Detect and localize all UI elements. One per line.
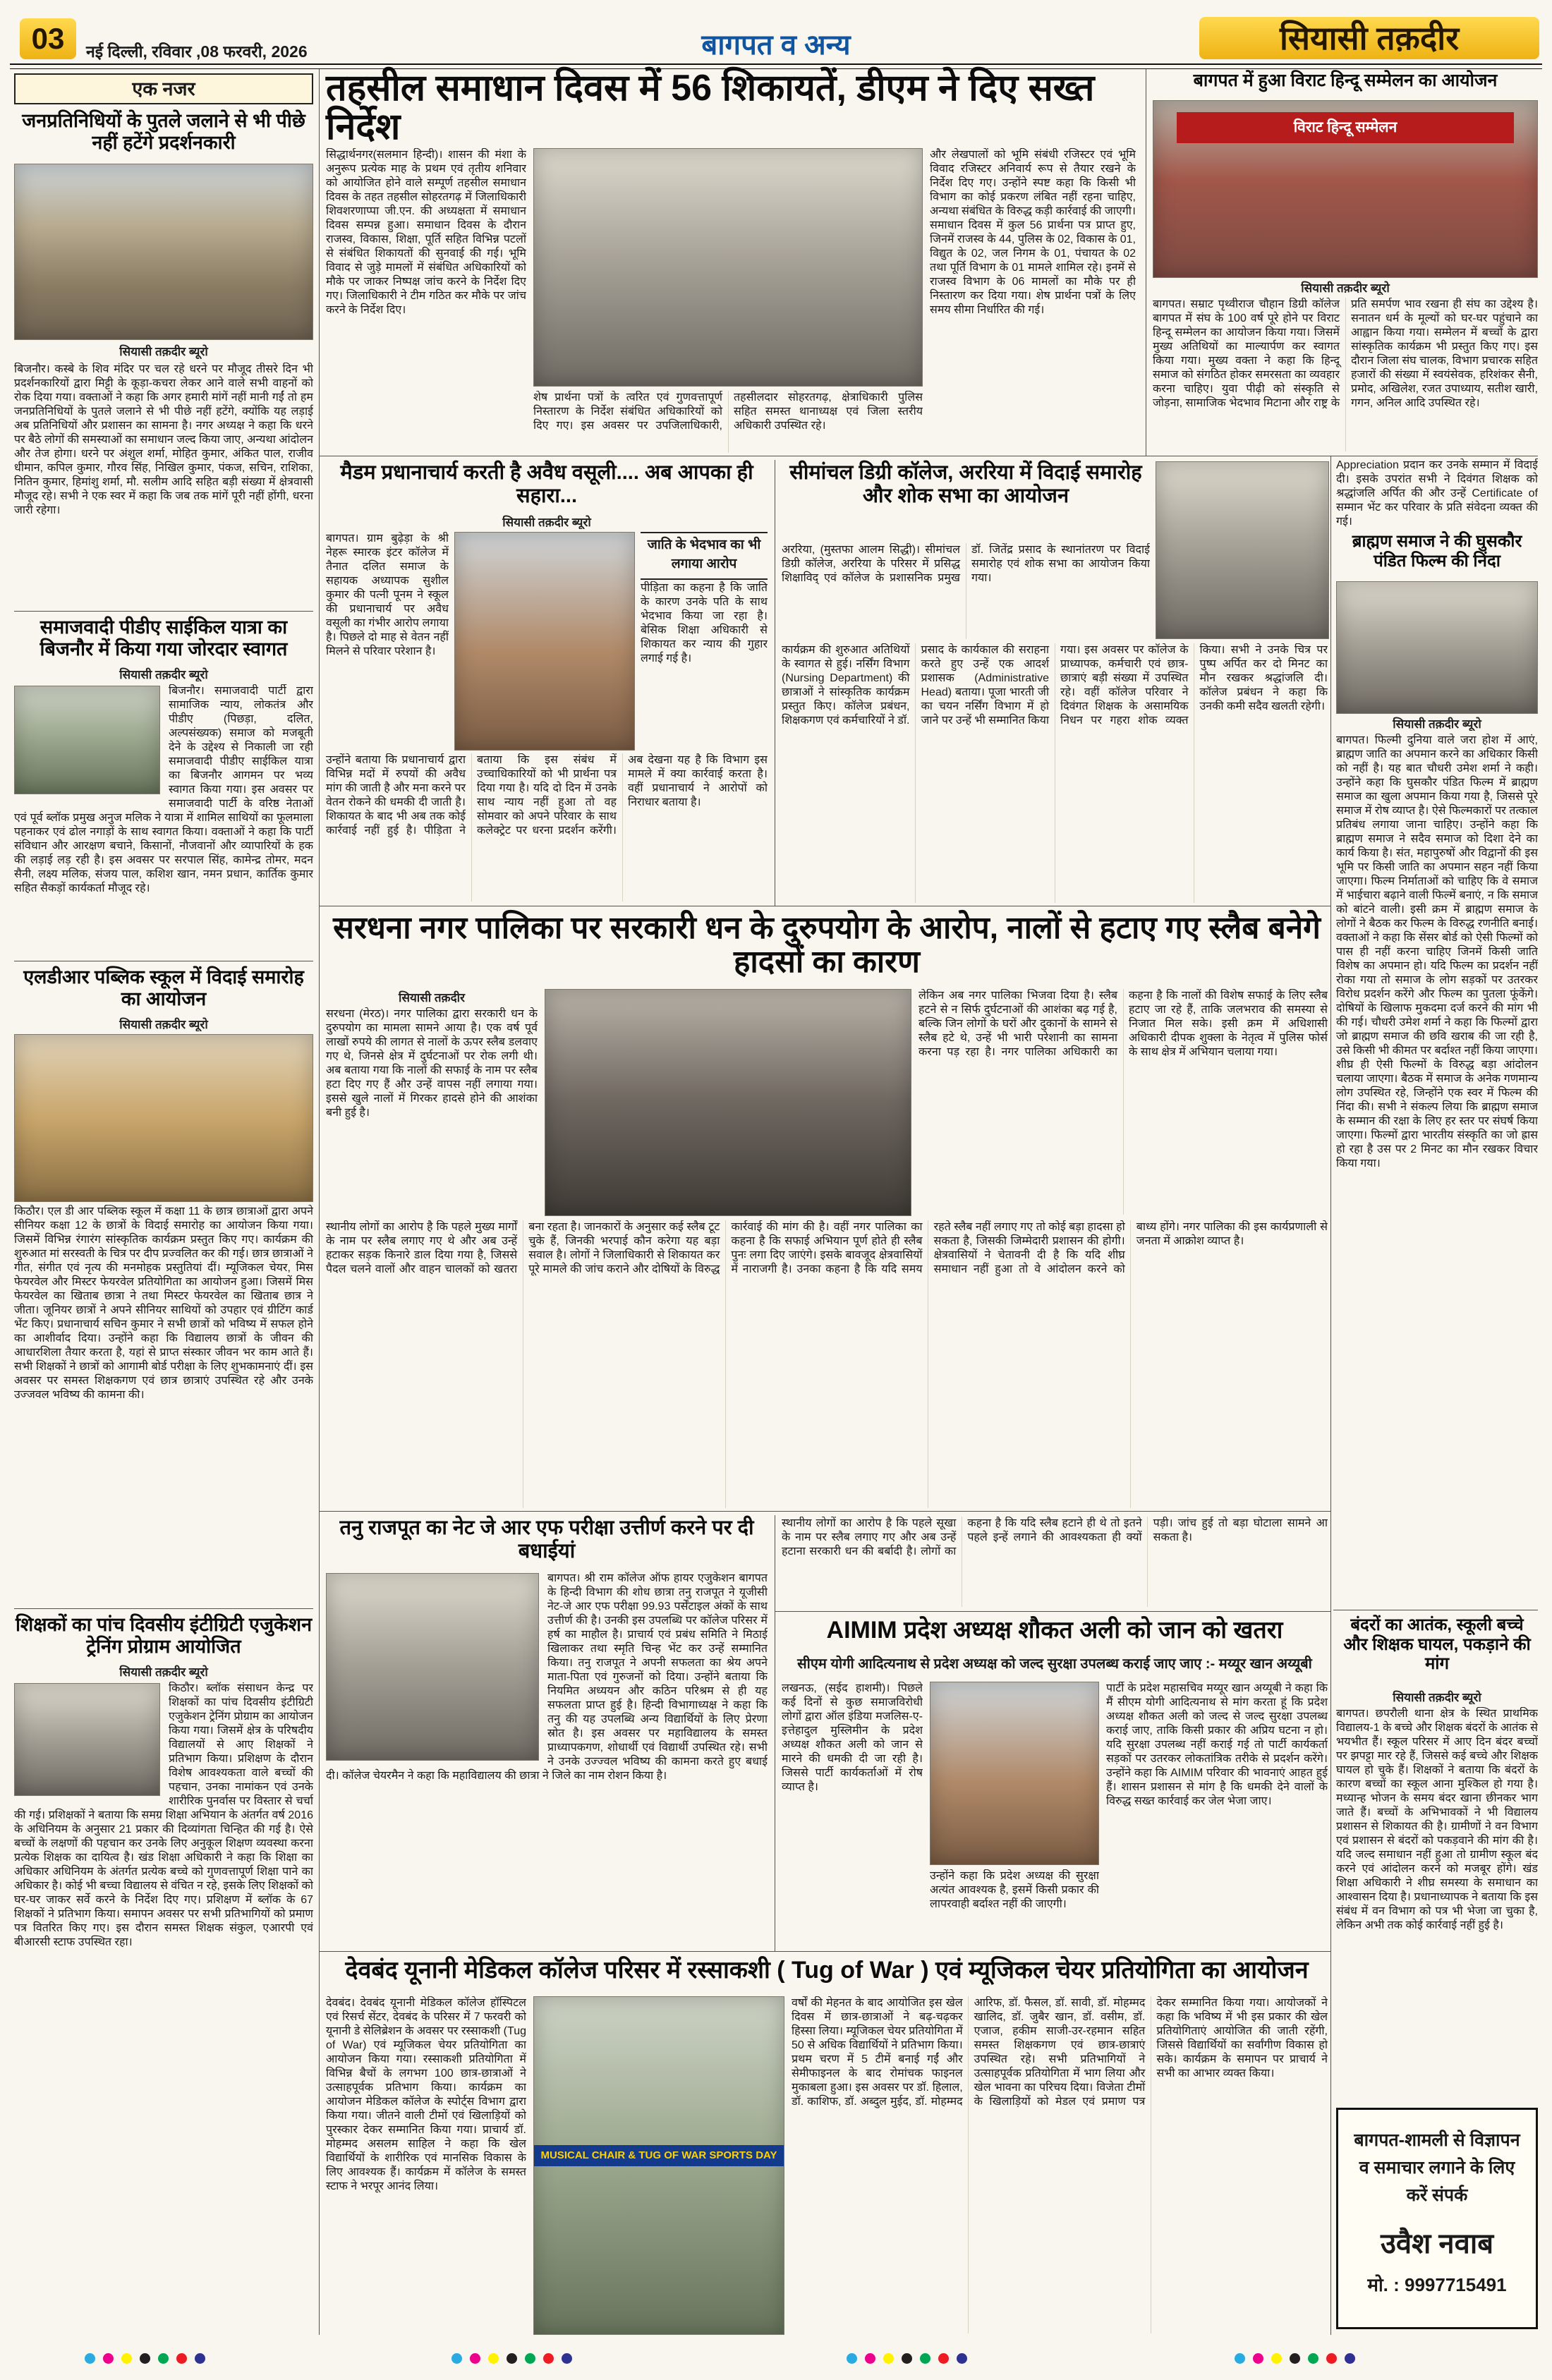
article-body: बागपत। छपरौली थाना क्षेत्र के स्थित प्राथमिक विद्यालय-1 के बच्चे और शिक्षक बंदरों के आतंक से भयभीत हैं। स्कूल परिसर में आए दिन बंदर बच्चों पर झपट्टा मार रहे हैं, जिससे कई बच्चे और शिक्षक घायल हो चुके हैं। शिक्षकों ने बताया कि बंदरों के कारण बच्चों का स्कूल आना मुश्किल हो गया है। मध्यान्ह भोजन के समय बंदर खाना छीनकर भाग जाते हैं। बच्चों के अभिभावकों ने भी विद्यालय प्रशासन से शिकायत की है। ग्रामीणों ने वन विभाग एवं प्रशासन से बंदरों को पकड़वाने की मांग की है। यदि जल्द समाधान नहीं हुआ तो ग्रामीण स्कूल बंद करने एवं आंदोलन करने को मजबूर होंगे। खंड शिक्षा अधिकारी ने शीघ्र समस्या के समाधान का आश्वासन दिया है। प्रधानाध्यापक ने बताया कि इस संबंध में वन विभाग को पत्र भी भेजा जा चुका है, लेकिन अभी तक कोई कार्रवाई नहीं हुई है।	[1336, 1708, 1538, 1931]
article-body: और लेखपालों को भूमि संबंधी रजिस्टर एवं भूमि विवाद रजिस्टर अनिवार्य रूप से तैयार रखने के निर्देश दिए गए। उन्होंने स्पष्ट कहा कि किसी भी विभाग का कोई प्रकरण लंबित नहीं रहना चाहिए, अन्यथा संबंधित के विरुद्ध कड़ी कार्रवाई की जाएगी। समाधान दिवस में कुल 56 प्रार्थना पत्र प्राप्त हुए, जिनमें राजस्व के 44, पुलिस के 02, विकास के 01, विद्युत के 02, जल निगम के 01, पंचायत के 02 तथा पूर्ति विभाग के 01 मामले शामिल रहे। इनमें से राजस्व विभाग के 06 मामलों का मौके पर ही निस्तारण कर दिया गया। शेष प्रार्थना पत्रों के लिए समय सीमा निर्धारित की गई।	[930, 149, 1136, 316]
byline: सियासी तक़दीर	[399, 991, 465, 1004]
article-body: बागपत। फिल्मी दुनिया वाले जरा होश में आएं, ब्राह्मण जाति का अपमान करने का अधिकार किसी को नहीं है। यह बात चौधरी उमेश शर्मा ने कही। उन्होंने कहा कि घुसकौर पंडित फिल्म में ब्राह्मण समाज का खुला अपमान किया गया है, जिससे पूरे समाज में रोष व्याप्त है। ऐसे फिल्मकारों पर तत्काल प्रतिबंध लगाया जाना चाहिए। उन्होंने कहा कि ब्राह्मण समाज ने सदैव समाज को दिशा देने का कार्य किया है। संत, महापुरुषों और विद्वानों की इस भूमि पर किसी जाति का अपमान सहन नहीं किया जाएगा। फिल्म निर्माताओं को चाहिए कि वे समाज में भाईचारा बढ़ाने वाली फिल्में बनाएं, न कि समाज को बांटने वाली। इसी क्रम में ब्राह्मण समाज के लोगों ने बैठक कर फिल्म के विरुद्ध रणनीति बनाई। वक्ताओं ने कहा कि सेंसर बोर्ड को ऐसी फिल्मों को पास ही नहीं करना चाहिए जिनमें किसी जाति विशेष का अपमान हो। यदि फिल्म का प्रदर्शन नहीं रोका गया तो समाज के लोग सड़कों पर उतरकर विरोध प्रदर्शन करेंगे और फिल्म का पुतला फूंकेंगे। दोषियों के खिलाफ मुकदमा दर्ज करने की मांग भी की गई। चौधरी उमेश शर्मा ने कहा कि फिल्मों द्वारा जो ब्राह्मण समाज की छवि खराब की जा रही है, उसे किसी भी कीमत पर बर्दाश्त नहीं किया जाएगा। शीघ्र ही ऐसी फिल्मों के विरुद्ध बड़ा आंदोलन चलाया जाएगा। बैठक में समाज के अनेक गणमान्य लोग उपस्थित रहे, जिन्होंने एक स्वर में फिल्म की निंदा की। सभी ने संकल्प लिया कि ब्राह्मण समाज के सम्मान की रक्षा के लिए हर स्तर पर संघर्ष किया जाएगा। फिल्मों द्वारा भारतीय संस्कृति का जो ह्रास हो रहा है उस पर 2 मिनट का मौन रखकर विचार किया गया।	[1336, 734, 1538, 1170]
byline: सियासी तक़दीर ब्यूरो	[1301, 281, 1390, 295]
article-title-devband-sports: देवबंद यूनानी मेडिकल कॉलेज परिसर में रस्साकशी ( Tug of War ) एवं म्यूजिकल चेयर प्रतियोगिता का आयोजन	[345, 1957, 1309, 1984]
photo-banner-text: MUSICAL CHAIR & TUG OF WAR SPORTS DAY	[534, 2145, 784, 2166]
article-body-wrap	[14, 684, 313, 958]
photo-brahman-meeting	[1336, 581, 1538, 714]
photo-sports-day-collage	[533, 1996, 784, 2335]
article-title-monkey-menace: बंदरों का आतंक, स्कूली बच्चे और शिक्षक घायल, पकड़ाने की मांग	[1343, 1615, 1531, 1674]
kicker-ek-nazar: एक नजर	[14, 73, 313, 104]
section-title: बागपत व अन्य	[701, 30, 851, 61]
photo-protest-dharna	[14, 164, 313, 340]
article-title-samadhan-divas: तहसील समाधान दिवस में 56 शिकायतें, डीएम ने दिए सख्त निर्देश	[326, 68, 1095, 147]
print-registration-marks	[847, 2353, 975, 2367]
ad-contact-name: उवैश नवाब	[1380, 2228, 1494, 2260]
section-rule	[14, 1608, 313, 1609]
photo-tanu-felicitation	[326, 1573, 539, 1761]
article-body: शेष प्रार्थना पत्रों के त्वरित एवं गुणवत्तापूर्ण निस्तारण के निर्देश संबंधित अधिकारियों को दिए गए। इस अवसर पर उपजिलाधिकारी, तहसीलदार सोहरतगढ़, क्षेत्राधिकारी पुलिस सहित समस्त थानाध्यक्ष एवं जिला स्तरीय अधिकारी उपस्थित रहे।	[533, 391, 923, 432]
article-body: वर्षों की मेहनत के बाद आयोजित इस खेल दिवस में छात्र-छात्राओं ने बढ़-चढ़कर हिस्सा लिया। म्यूजिकल चेयर प्रतियोगिता में 50 से अधिक विद्यार्थियों ने प्रतिभाग किया। प्रथम चरण में 5 टीमें बनाई गईं और सेमीफाइनल के बाद रोमांचक फाइनल मुकाबला हुआ। इस अवसर पर डॉ. हिलाल, डॉ. काशिफ, डॉ. अब्दुल मुईद, डॉ. मोहम्मद आरिफ, डॉ. फैसल, डॉ. सावी, डॉ. मोहम्मद खालिद, डॉ. जुबैर खान, डॉ. वसीम, डॉ. एजाज, हकीम साजी-उर-रहमान सहित समस्त शिक्षकगण एवं छात्र-छात्राएं उपस्थित रहे। सभी प्रतिभागियों ने उत्साहपूर्वक प्रतियोगिता में भाग लिया और खेल भावना का परिचय दिया। विजेता टीमों के खिलाड़ियों को मेडल एवं प्रमाण पत्र देकर सम्मानित किया गया। आयोजकों ने कहा कि भविष्य में भी इस प्रकार की खेल प्रतियोगिताएं आयोजित की जाती रहेंगी, जिससे विद्यार्थियों का सर्वांगीण विकास हो सके। कार्यक्रम के समापन पर प्राचार्य ने सभी का आभार व्यक्त किया।	[792, 1997, 1328, 2108]
byline: सियासी तक़दीर ब्यूरो	[1393, 717, 1481, 731]
article-body: बागपत। ग्राम बुढ़ेड़ा के श्री नेहरू स्मारक इंटर कॉलेज में तैनात दलित समाज के सहायक अध्यापक सुशील कुमार की पत्नी पूनम ने स्कूल की प्रधानाचार्य पर अवैध वसूली का गंभीर आरोप लगाया है। पिछले दो माह से वेतन नहीं मिलने से परिवार परेशान है।	[326, 533, 449, 657]
advertisement-box	[1336, 2108, 1538, 2329]
article-body-wrap	[14, 1682, 313, 2329]
ad-text: बागपत-शामली से विज्ञापन व समाचार लगाने के लिए करें संपर्क	[1354, 2130, 1520, 2205]
article-title-protest: जनप्रतिनिधियों के पुतले जलाने से भी पीछे नहीं हटेंगे प्रदर्शनकारी	[22, 110, 305, 154]
photo-cycle-yatra	[14, 686, 160, 794]
article-title-seemanchal-farewell: सीमांचल डिग्री कॉलेज, अररिया में विदाई समारोह और शोक सभा का आयोजन	[789, 461, 1142, 508]
article-body: सिद्धार्थनगर(सलमान हिन्दी)। शासन की मंशा के अनुरूप प्रत्येक माह के प्रथम एवं तृतीय शनिवार को आयोजित होने वाले सम्पूर्ण तहसील समाधान दिवस के तहत तहसील सोहरतगढ़ में जिलाधिकारी शिवशरणाप्पा जी.एन. की अध्यक्षता में समाधान दिवस सम्पन्न हुआ। समाधान दिवस के दौरान राजस्व, विकास, शिक्षा, पूर्ति सहित विभिन्न पटलों से संबंधित शिकायतों की सुनवाई की गई। भूमि विवाद से जुड़े मामलों में संबंधित अधिकारियों को मौके पर जाकर निष्पक्ष जांच करने के निर्देश दिए गए। जिलाधिकारी ने टीम गठित कर मौके पर जांच करने के निर्देश दिए।	[326, 149, 526, 316]
article-title-cycle-yatra: समाजवादी पीडीए साईकिल यात्रा का बिजनौर में किया गया जोरदार स्वागत	[40, 617, 288, 660]
article-body: पीड़िता का कहना है कि जाति के कारण उनके पति के साथ भेदभाव किया जा रहा है। बेसिक शिक्षा अधिकारी से शिकायत कर न्याय की गुहार लगाई गई है।	[641, 582, 768, 664]
article-body: बागपत। सम्राट पृथ्वीराज चौहान डिग्री कॉलेज बागपत में संघ के 100 वर्ष पूरे होने पर विराट हिन्दू सम्मेलन का आयोजन किया गया। जिसमें मुख्य अतिथियों का माल्यार्पण कर स्वागत किया गया। मुख्य वक्ता ने कहा कि हिन्दू समाज को संगठित होकर समरसता का व्यवहार करना चाहिए। युवा पीढ़ी को संस्कृति से जोड़ना, सामाजिक भेदभाव मिटाना और राष्ट्र के प्रति समर्पण भाव रखना ही संघ का उद्देश्य है। सनातन धर्म के मूल्यों को घर-घर पहुंचाने का आह्वान किया गया। सम्मेलन में बच्चों के द्वारा सांस्कृतिक कार्यक्रम भी प्रस्तुत किए गए। इस दौरान जिला संघ चालक, विभाग प्रचारक सहित हजारों की संख्या में स्वयंसेवक, हरिशंकर सैनी, प्रमोद, अखिलेश, रजत उपाध्याय, सतीश खारी, गगन, अनिल आदि उपस्थित रहे।	[1153, 298, 1538, 409]
byline: सियासी तक़दीर ब्यूरो	[119, 1018, 208, 1031]
article-body: लेकिन अब नगर पालिका भिजवा दिया है। स्लैब हटने से न सिर्फ दुर्घटनाओं की आशंका बढ़ गई है, बल्कि जिन लोगों के घरों और दुकानों के सामने से स्लैब हटे थे, उन्हें भी भारी परेशानी का सामना करना पड़ रहा है। नगर पालिका अधिकारी का कहना है कि नालों की विशेष सफाई के लिए स्लैब हटाए जा रहे हैं, ताकि जलभराव की समस्या से निजात मिल सके। इसी क्रम में अधिशासी अधिकारी दीपक शुक्ला के नेतृत्व में पुलिस फोर्स के साथ क्षेत्र में अभियान चलाया गया।	[919, 990, 1328, 1058]
print-registration-marks	[85, 2353, 213, 2367]
article-body: बागपत। श्री राम कॉलेज ऑफ हायर एजुकेशन बागपत के हिन्दी विभाग की शोध छात्रा तनु राजपूत ने यूजीसी नेट-जे आर एफ परीक्षा 99.93 पर्सेंटाइल अंकों के साथ उत्तीर्ण की है। उनकी इस उपलब्धि पर कॉलेज परिसर में हर्ष का माहौल है। प्राचार्य एवं प्रबंध समिति ने मिठाई खिलाकर तथा स्मृति चिन्ह भेंट कर उन्हें सम्मानित किया। तनु राजपूत ने अपनी सफलता का श्रेय अपने माता-पिता एवं गुरुजनों को दिया। उन्होंने बताया कि नियमित अध्ययन और कठिन परिश्रम से ही यह सफलता प्राप्त हुई है। हिन्दी विभागाध्यक्ष ने कहा कि तनु की यह उपलब्धि अन्य विद्यार्थियों के लिए प्रेरणा स्रोत है। इस अवसर पर महाविद्यालय के समस्त प्राध्यापकगण, शोधार्थी एवं विद्यार्थी उपस्थित रहे। सभी ने उनके उज्ज्वल भविष्य की कामना करते हुए बधाई दी। कॉलेज चेयरमैन ने कहा कि महाविद्यालय की छात्रा ने जिले का नाम रोशन किया है।	[326, 1572, 768, 1782]
article-body: उन्होंने बताया कि प्रधानाचार्य द्वारा विभिन्न मदों में रुपयों की अवैध मांग की जाती है और मना करने पर वेतन रोकने की धमकी दी जाती है। शिकायत के बाद भी अब तक कोई कार्रवाई नहीं हुई है। पीड़िता ने बताया कि इस संबंध में उच्चाधिकारियों को भी प्रार्थना पत्र दिया गया है। यदि दो दिन में उनके साथ न्याय नहीं हुआ तो वह सोमवार को अपने परिवार के साथ कलेक्ट्रेट पर धरना प्रदर्शन करेंगी। अब देखना यह है कि विभाग इस मामले में क्या कार्रवाई करता है। वहीं प्रधानाचार्य ने आरोपों को निराधार बताया है।	[326, 754, 768, 837]
photo-hindu-sammelan-stage	[1153, 100, 1538, 278]
column-rule	[319, 69, 320, 2335]
article-subhead: जाति के भेदभाव का भी लगाया आरोप	[641, 532, 768, 580]
article-body: पार्टी के प्रदेश महासचिव मय्यूर खान अय्यूबी ने कहा कि मैं सीएम योगी आदित्यनाथ से मांग करता हूं कि प्रदेश अध्यक्ष शौकत अली को जल्द से जल्द सुरक्षा उपलब्ध कराई जाए, ताकि किसी प्रकार की अप्रिय घटना न हो। यदि सुरक्षा उपलब्ध नहीं कराई गई तो पार्टी कार्यकर्ता सड़कों पर उतरकर लोकतांत्रिक तरीके से प्रदर्शन करेंगे। उन्होंने कहा कि AIMIM परिवार की भावनाएं आहत हुई हैं। शासन प्रशासन से मांग है कि धमकी देने वालों के विरुद्ध सख्त कार्रवाई कर जेल भेजा जाए।	[1106, 1682, 1328, 1807]
article-body: कार्यक्रम की शुरुआत अतिथियों के स्वागत से हुई। नर्सिंग विभाग (Nursing Department) की छात्राओं ने सांस्कृतिक कार्यक्रम प्रस्तुत किए। कॉलेज प्रबंधन, शिक्षकगण एवं कर्मचारियों ने डॉ. प्रसाद के कार्यकाल की सराहना करते हुए उन्हें एक आदर्श प्रशासक (Administrative Head) बताया। पूजा भारती जी का चयन नर्सिंग विभाग में हो जाने पर उन्हें भी सम्मानित किया गया। इस अवसर पर कॉलेज के प्राध्यापक, कर्मचारी एवं छात्र-छात्राएं बड़ी संख्या में उपस्थित रहे। वहीं कॉलेज परिवार ने दिवंगत शिक्षक के असामयिक निधन पर गहरा शोक व्यक्त किया। सभी ने उनके चित्र पर पुष्प अर्पित कर दो मिनट का मौन रखकर श्रद्धांजलि दी। कॉलेज प्रबंधन ने कहा कि उनकी कमी सदैव खलती रहेगी।	[782, 644, 1328, 727]
section-rule	[319, 1511, 1330, 1512]
article-title-aimim-threat: AIMIM प्रदेश अध्यक्ष शौकत अली को जान को खतरा	[826, 1617, 1283, 1644]
photo-training-session	[14, 1683, 160, 1796]
article-body: किठौर। ब्लॉक संसाधन केन्द्र पर शिक्षकों का पांच दिवसीय इंटीग्रिटी एजुकेशन ट्रेनिंग प्रोग्राम का आयोजन किया गया। जिसमें क्षेत्र के परिषदीय विद्यालयों से आए शिक्षकों ने प्रतिभाग किया। प्रशिक्षण के दौरान विशेष आवश्यकता वाले बच्चों की पहचान, उनका नामांकन एवं उनके शारीरिक पुनर्वास पर विस्तार से चर्चा की गई। प्रशिक्षकों ने बताया कि समग्र शिक्षा अभियान के अंतर्गत वर्ष 2016 के अधिनियम के अनुसार 21 प्रकार की दिव्यांगता चिन्हित की गई है। ऐसे बच्चों के लक्षणों की पहचान कर उनके लिए अनुकूल शिक्षण व्यवस्था करना प्रत्येक शिक्षक का दायित्व है। खंड शिक्षा अधिकारी ने कहा कि शिक्षा का अधिकार अधिनियम के अंतर्गत प्रत्येक बच्चे को गुणवत्तापूर्ण शिक्षा पाने का अधिकार है। कोई भी बच्चा विद्यालय से वंचित न रहे, इसके लिए शिक्षकों को घर-घर जाकर सर्वे करने के निर्देश दिए गए। प्रशिक्षण में ब्लॉक के 67 शिक्षकों ने प्रतिभाग किया। समापन अवसर पर सभी प्रतिभागियों को प्रमाण पत्र वितरित किए गए। इस दौरान समस्त शिक्षक संकुल, एआरपी एवं बीआरसी स्टाफ उपस्थित रहा।	[14, 1682, 313, 1948]
article-body: सरधना (मेरठ)। नगर पालिका द्वारा सरकारी धन के दुरुपयोग का मामला सामने आया है। एक वर्ष पूर्व लाखों रुपये की लागत से नालों के ऊपर स्लैब डलवाए गए थे, जिनसे क्षेत्र में दुर्घटनाओं पर रोक लगी थी। अब बताया गया कि नालों की सफाई के नाम पर स्लैब हटा दिए गए हैं और उन्हें वापस नहीं लगाया गया। इससे खुले नालों में गिरकर हादसे होने की आशंका बनी हुई है।	[326, 1008, 538, 1119]
section-rule	[14, 611, 313, 612]
byline: सियासी तक़दीर ब्यूरो	[119, 345, 208, 358]
article-title-madam-vasooli: मैडम प्रधानाचार्य करती है अवैध वसूली.... अब आपका ही सहारा...	[340, 461, 753, 508]
article-body-continued: Appreciation प्रदान कर उनके सम्मान में विदाई दी। इसके उपरांत सभी ने दिवंगत शिक्षक को श्रद्धांजलि अर्पित की और उन्हें Certificate of सम्मान भेंट कर परिवार के प्रति संवेदना व्यक्त की गई।	[1336, 459, 1538, 528]
article-body: उन्होंने कहा कि प्रदेश अध्यक्ष की सुरक्षा अत्यंत आवश्यक है, इसमें किसी प्रकार की लापरवाही बर्दाश्त नहीं की जाएगी।	[930, 1870, 1099, 1910]
photo-farewell-certificate	[1156, 461, 1329, 639]
dateline: नई दिल्ली, रविवार ,08 फरवरी, 2026	[86, 42, 308, 61]
article-body: किठौर। एल डी आर पब्लिक स्कूल में कक्षा 11 के छात्र छात्राओं द्वारा अपने सीनियर कक्षा 12 के छात्रों के विदाई समारोह का आयोजन किया गया। जिसमें विभिन्न रंगारंग सांस्कृतिक कार्यक्रम प्रस्तुत किए गए। कार्यक्रम की शुरुआत मां सरस्वती के चित्र पर दीप प्रज्वलित कर की गई। छात्र छात्राओं ने गीत, संगीत एवं नृत्य की मनमोहक प्रस्तुतियां दीं। म्यूजिकल चेयर, मिस फेयरवेल और मिस्टर फेयरवेल प्रतियोगिता का आयोजन हुआ। जिसमें मिस फेयरवेल का खिताब छात्रा ने तथा मिस्टर फेयरवेल का खिताब छात्र ने जीता। जूनियर छात्रों ने अपने सीनियर साथियों को उपहार एवं ग्रीटिंग कार्ड भेंट किए। प्रधानाचार्य सचिन कुमार ने सभी छात्रों को भविष्य में सफल होने का आशीर्वाद दिया। उन्होंने कहा कि विद्यालय छात्रों के जीवन की आधारशिला तैयार करता है, यहां से प्राप्त संस्कार जीवन भर काम आते हैं। सभी शिक्षकों ने छात्रों को आगामी बोर्ड परीक्षा के लिए शुभकामनाएं दीं। इस अवसर पर समस्त शिक्षकगण एवं छात्र छात्राएं उपस्थित रहे और उनके उज्जवल भविष्य की कामना की।	[14, 1206, 313, 1401]
article-title-tanu-rajput: तनु राजपूत का नेट जे आर एफ परीक्षा उत्तीर्ण करने पर दी बधाईयां	[339, 1517, 754, 1563]
article-body: बिजनौर। समाजवादी पार्टी द्वारा सामाजिक न्याय, लोकतंत्र और पीडीए (पिछड़ा, दलित, अल्पसंख्यक) समाज को मजबूती देने के उद्देश्य से निकाली जा रही समाजवादी पीडीए साईकिल यात्रा का बिजनौर आगमन पर भव्य स्वागत किया गया। इस अवसर पर समाजवादी पार्टी के वरिष्ठ नेताओं एवं पूर्व ब्लॉक प्रमुख अनुज मलिक ने यात्रा में शामिल साथियों का फूलमाला पहनाकर एवं ढोल नगाड़ों के साथ स्वागत किया। वक्ताओं ने कहा कि पार्टी संविधान और आरक्षण बचाने, किसानों, नौजवानों और व्यापारियों के हक की लड़ाई लड़ रही है। इस अवसर पर सरपाल सिंह, कामेन्द्र तोमर, मदन सैनी, लक्ष्य मलिक, संजय पाल, कशिश खान, नमन प्रधान, कार्तिक कुमार सहित सैकड़ों कार्यकर्ता मौजूद रहे।	[14, 685, 313, 894]
section-rule	[319, 1951, 1330, 1952]
article-body: स्थानीय लोगों का आरोप है कि पहले मुख्य मार्गों के नाम पर स्लैब लगाए गए थे और अब उन्हें हटाकर सड़क किनारे डाल दिया गया है, जिससे पैदल चलने वालों और वाहन चालकों को खतरा बना रहता है। जानकारों के अनुसार कई स्लैब टूट चुके हैं, जिनकी भरपाई कौन करेगा यह बड़ा सवाल है। लोगों ने जिलाधिकारी से शिकायत कर पूरे मामले की जांच कराने और दोषियों के विरुद्ध कार्रवाई की मांग की है। वहीं नगर पालिका का कहना है कि सफाई अभियान पूर्ण होते ही स्लैब पुनः लगा दिए जाएंगे। इसके बावजूद क्षेत्रवासियों में नाराजगी है। उनका कहना है कि यदि समय रहते स्लैब नहीं लगाए गए तो कोई बड़ा हादसा हो सकता है, जिसकी जिम्मेदारी प्रशासन की होगी। क्षेत्रवासियों ने चेतावनी दी है कि यदि शीघ्र समाधान नहीं हुआ तो वे आंदोलन करने को बाध्य होंगे। नगर पालिका की इस कार्यप्रणाली से जनता में आक्रोश व्याप्त है।	[326, 1221, 1328, 1275]
article-title-brahman-film: ब्राह्मण समाज ने की घुसकौर पंडित फिल्म की निंदा	[1352, 532, 1522, 571]
article-body: बिजनौर। कस्बे के शिव मंदिर पर चल रहे धरने पर मौजूद तीसरे दिन भी प्रदर्शनकारियों द्वारा मिट्टी के कूड़ा-कचरा लेकर आने वाले सभी वाहनों को रोक दिया गया। वक्ताओं ने कहा कि अगर हमारी मांगें नहीं मानी गईं तो हम जनप्रतिनिधियों के पुतले जलाने से भी पीछे नहीं हटेंगे, क्योंकि यह लड़ाई अब प्रतिनिधियों और प्रशासन का सामना है। नगर अध्यक्ष ने कहा कि धरने पर बैठे लोगों की समस्याओं का समाधान जल्द किया जाए, अन्यथा आंदोलन और तेज होगा। धरने पर अंशुल शर्मा, मोहित कुमार, अंकित पाल, राजीव धीमान, कपिल कुमार, गौरव सिंह, निखिल कुमार, पंकज, सचिन, राशिका, नितिन कुमार, हिमांशु शर्मा, मौ. सलीम आदि सहित बड़ी संख्या में क्षेत्रवासी मौजूद रहे। सभी ने एक स्वर में कहा कि जब तक मांगें पूरी नहीं होंगी, धरना जारी रहेगा।	[14, 363, 313, 516]
masthead: सियासी तक़दीर	[1199, 17, 1539, 59]
article-title-ldr-farewell: एलडीआर पब्लिक स्कूल में विदाई समारोह का आयोजन	[23, 966, 304, 1010]
photo-open-drain-slab	[545, 989, 911, 1216]
print-registration-marks	[451, 2353, 580, 2367]
photo-shaukat-ali-portrait	[930, 1682, 1099, 1865]
article-title-hindu-sammelan: बागपत में हुआ विराट हिन्दू सम्मेलन का आयोजन	[1193, 71, 1498, 90]
ad-phone-number: मो. : 9997715491	[1367, 2274, 1507, 2296]
article-title-sardhana-slab: सरधना नगर पालिका पर सरकारी धन के दुरुपयोग के आरोप, नालों से हटाए गए स्लैब बनेगे हादसों का कारण	[333, 911, 1321, 980]
photo-ldr-farewell	[14, 1034, 313, 1202]
print-registration-marks	[1235, 2353, 1363, 2367]
photo-banner-text: विराट हिन्दू सम्मेलन	[1177, 112, 1515, 143]
article-subhead: सीएम योगी आदित्यनाथ से प्रदेश अध्यक्ष को जल्द सुरक्षा उपलब्ध कराई जाए जाए :- मय्यूर खान अय्यूबी	[797, 1656, 1312, 1672]
section-rule	[775, 1611, 1330, 1612]
article-body-continued: स्थानीय लोगों का आरोप है कि पहले सूखा के नाम पर स्लैब लगाए गए और अब उन्हें हटाना सरकारी धन की बर्बादी है। लोगों का कहना है कि यदि स्लैब हटाने ही थे तो इतने पहले इन्हें लगाने की आवश्यकता ही क्यों पड़ी। जांच हुई तो बड़ा घोटाला सामने आ सकता है।	[782, 1517, 1328, 1558]
photo-samadhan-meeting	[533, 148, 923, 387]
page-number: 03	[20, 18, 76, 59]
article-body: देवबंद। देवबंद यूनानी मेडिकल कॉलेज हॉस्पिटल एवं रिसर्च सेंटर, देवबंद के परिसर में 7 फरवरी को यूनानी डे सेलिब्रेशन के अवसर पर रस्साकशी (Tug of War) एवं म्यूजिकल चेयर प्रतियोगिता का आयोजन किया गया। रस्साकशी प्रतियोगिता में विभिन्न बैचों के लगभग 100 छात्र-छात्राओं ने उत्साहपूर्वक प्रतिभाग किया। कार्यक्रम का आयोजन मेडिकल कॉलेज के स्पोर्ट्स विभाग द्वारा किया गया। जीतने वाली टीमों एवं खिलाड़ियों को पुरस्कार देकर सम्मानित किया गया। प्राचार्य डॉ. मोहम्मद असलम साहिल ने कहा कि खेल विद्यार्थियों के शारीरिक एवं मानसिक विकास के लिए आवश्यक हैं। कार्यक्रम में कॉलेज के समस्त स्टाफ ने भरपूर आनंद लिया।	[326, 1997, 526, 2192]
photo-complainant-woman	[454, 532, 635, 751]
article-body: अररिया, (मुस्तफा आलम सिद्धी)। सीमांचल डिग्री कॉलेज, अररिया के परिसर में प्रसिद्ध शिक्षाविद् एवं कॉलेज के प्रशासनिक प्रमुख डॉ. जितेंद्र प्रसाद के स्थानांतरण पर विदाई समारोह एवं शोक सभा का आयोजन किया गया।	[782, 544, 1150, 584]
article-body-wrap	[326, 1572, 768, 1948]
byline: सियासी तक़दीर ब्यूरो	[119, 668, 208, 681]
article-body: लखनऊ, (सईद हाशमी)। पिछले कई दिनों से कुछ समाजविरोधी लोगों द्वारा ऑल इंडिया मजलिस-ए-इत्तेहादुल मुस्लिमीन के प्रदेश अध्यक्ष शौकत अली को जान से मारने की धमकी दी जा रही है। जिससे पार्टी कार्यकर्ताओं में रोष व्याप्त है।	[782, 1682, 923, 1793]
column-rule	[1330, 456, 1331, 2335]
byline: सियासी तक़दीर ब्यूरो	[502, 516, 591, 529]
byline: सियासी तक़दीर ब्यूरो	[119, 1665, 208, 1679]
byline: सियासी तक़दीर ब्यूरो	[1393, 1691, 1481, 1704]
article-title-training: शिक्षकों का पांच दिवसीय इंटीग्रिटी एजुकेशन ट्रेनिंग प्रोग्राम आयोजित	[15, 1614, 313, 1658]
